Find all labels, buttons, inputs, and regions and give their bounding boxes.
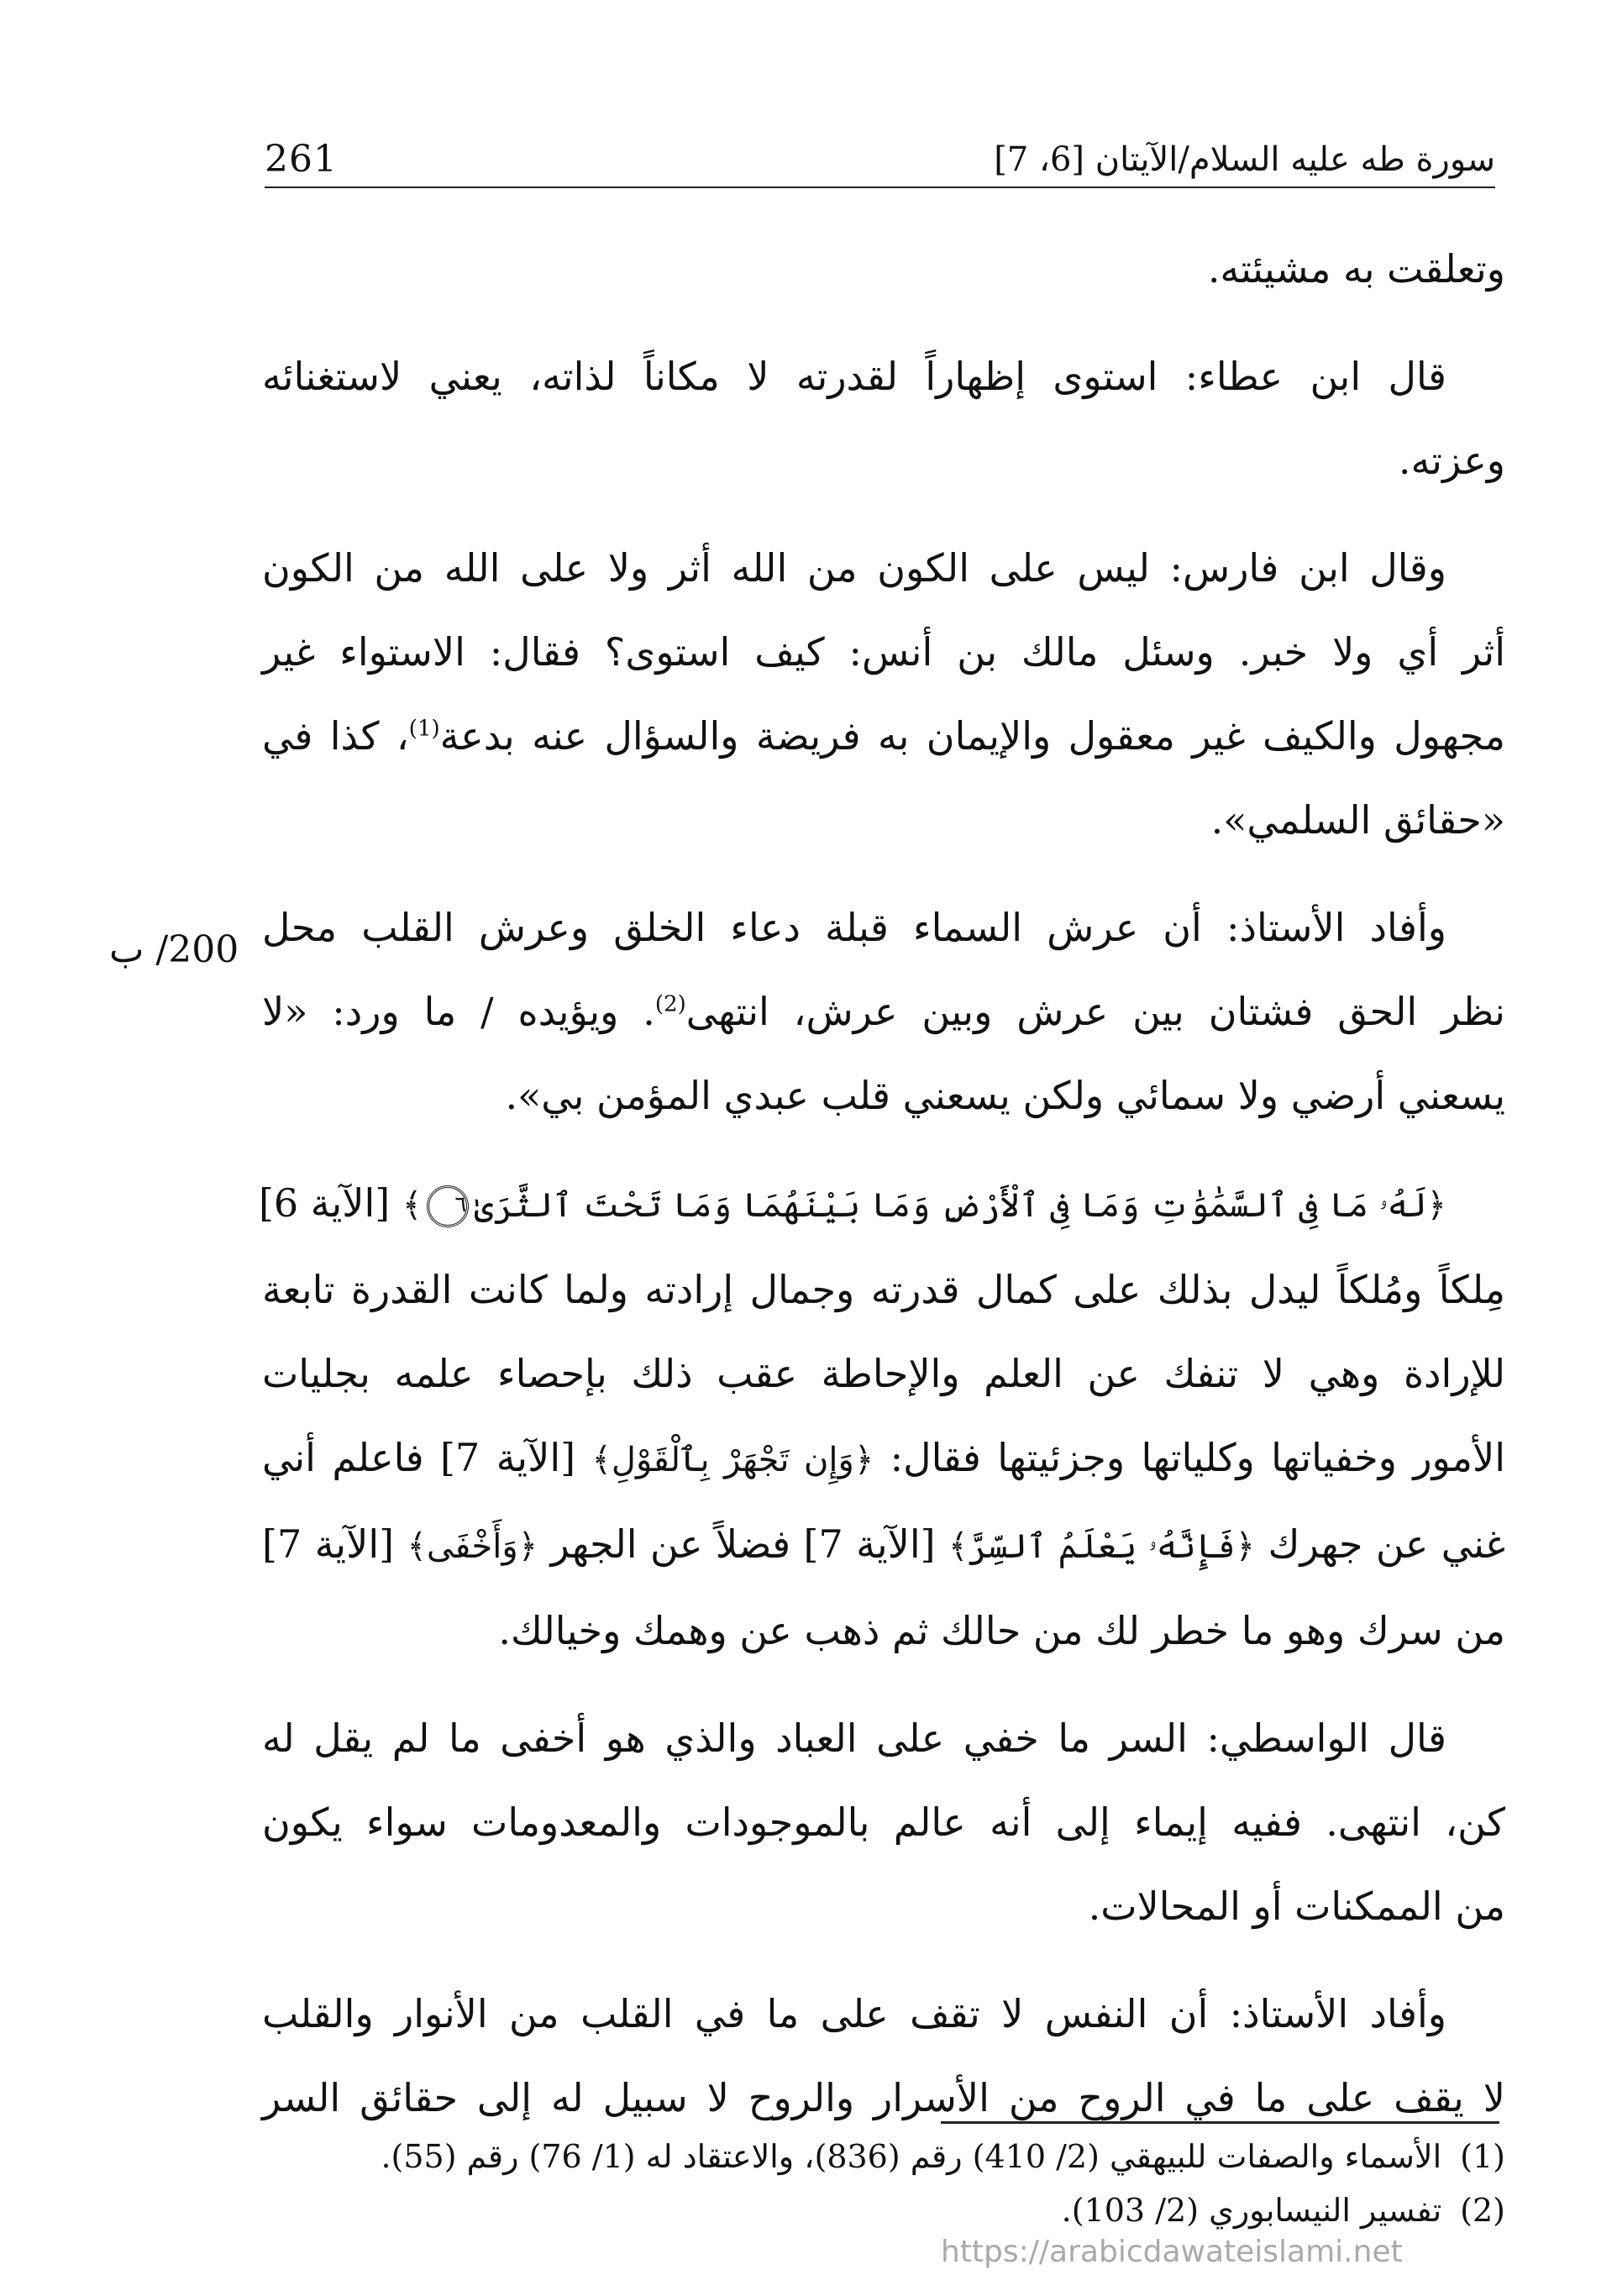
footnote-number: (2) — [1460, 2192, 1505, 2229]
quran-verse: ﴿فَإِنَّهُۥ يَعْلَمُ ٱلسِّرَّ﴾ — [948, 1527, 1256, 1566]
header-rule — [265, 187, 1495, 188]
text-line — [262, 1502, 1505, 1589]
text-line: كن، انتهى. ففيه إيماء إلى أنه عالم بالموجودات والمعدومات سواء يكون — [262, 1799, 1505, 1845]
text-line: أثر أي ولا خبر. وسئل مالك بن أنس: كيف استوى؟ فقال: الاستواء غير — [262, 629, 1505, 675]
text-line: من سرك وهو ما خطر لك من حالك ثم ذهب عن وهمك وخيالك. — [498, 1608, 1505, 1653]
page-number: 261 — [265, 138, 338, 181]
watermark-url: https://arabicdawateislami.net — [941, 2235, 1403, 2269]
paragraph — [262, 334, 1505, 502]
main-text — [258, 227, 1506, 2163]
text-segment: . ويؤيده / ما ورد: «لا — [262, 989, 655, 1034]
footnote-text: الأسماء والصفات للبيهقي (2/ 410) رقم (836)، والاعتقاد له (1/ 76) رقم (55). — [381, 2138, 1442, 2175]
text-line: وأفاد الأستاذ: أن النفس لا تقف على ما في القلب من الأنوار والقلب — [262, 1991, 1446, 2036]
text-line: للإرادة وهي لا تنفك عن العلم والإحاطة عقب ذلك بإحصاء علمه بجليات — [262, 1351, 1505, 1396]
text-line: وأفاد الأستاذ: أن عرش السماء قبلة دعاء الخلق وعرش القلب محل — [262, 905, 1446, 950]
verse-reference: [الآية 6] — [258, 1180, 391, 1226]
manuscript-folio-note: 200/ ب — [109, 928, 239, 971]
text-line: وتعلقت به مشيئته. — [1207, 246, 1505, 292]
text-segment: [الآية 7] — [262, 1521, 395, 1567]
footnote-marker[interactable]: (1) — [408, 716, 440, 742]
paragraph — [262, 227, 1505, 311]
text-line — [262, 1416, 1505, 1502]
footnote — [262, 2130, 1505, 2183]
text-line: قال الواسطي: السر ما خفي على العباد والذي هو أخفى ما لم يقل له — [262, 1715, 1446, 1761]
paragraph — [262, 526, 1505, 862]
text-line: لا يقف على ما في الروح من الأسرار والروح لا سبيل له إلى حقائق السر — [262, 2075, 1505, 2120]
paragraph — [262, 1696, 1505, 1948]
text-line: من الممكنات أو المحالات. — [1088, 1884, 1505, 1929]
quran-bracket: ﴾ — [402, 1186, 423, 1225]
text-line: وعزته. — [1398, 438, 1505, 483]
text-line — [258, 1161, 1505, 1248]
text-segment: غني عن جهرك — [1268, 1521, 1506, 1567]
paragraph — [258, 1161, 1506, 1673]
footnote-number: (1) — [1460, 2138, 1505, 2175]
footnote — [262, 2183, 1505, 2237]
paragraph — [262, 1972, 1505, 2140]
page-header — [265, 134, 1495, 188]
ayah-number-icon: ٦ — [427, 1185, 469, 1227]
text-segment: مجهول والكيف غير معقول والإيمان به فريضة والسؤال عنه بدعة — [439, 713, 1505, 759]
text-line: يسعني أرضي ولا سمائي ولكن يسعني قلب عبدي المؤمن بي». — [505, 1073, 1505, 1118]
text-segment: ، كذا في — [262, 713, 409, 759]
text-line: «حقائق السلمي». — [1210, 797, 1505, 843]
text-line — [262, 694, 1505, 778]
quran-verse: ﴿وَإِن تَجْهَرْ بِٱلْقَوْلِ﴾ — [591, 1441, 874, 1479]
text-line: وقال ابن فارس: ليس على الكون من الله أثر ولا على الله من الكون — [262, 545, 1446, 591]
footnote-text: تفسير النيسابوري (2/ 103). — [1061, 2192, 1442, 2229]
running-title: سورة طه عليه السلام/الآيتان [6، 7] — [994, 140, 1495, 179]
text-line — [262, 969, 1505, 1053]
text-line: قال ابن عطاء: استوى إظهاراً لقدرته لا مكاناً لذاته، يعني لاستغنائه — [262, 354, 1446, 399]
paragraph — [262, 885, 1505, 1137]
text-segment: [الآية 7] فاعلم أني — [262, 1435, 576, 1480]
text-segment: [الآية 7] فضلاً عن الجهر — [550, 1521, 936, 1567]
footnote-marker[interactable]: (2) — [654, 991, 686, 1017]
quran-verse: ﴿لَهُۥ مَا فِى ٱلسَّمَٰوَٰتِ وَمَا فِى ٱلْأَرْضِ وَمَا بَيْنَهُمَا وَمَا تَحْتَ ٱلثَّرَىٰ — [474, 1186, 1446, 1225]
quran-verse: ﴿وَأَخْفَى﴾ — [407, 1527, 538, 1566]
text-segment: نظر الحق فشتان بين عرش وبين عرش، انتهى — [685, 989, 1505, 1034]
footnote-separator — [941, 2121, 1499, 2124]
text-segment: الأمور وخفياتها وكلياتها وجزئيتها فقال: — [890, 1435, 1505, 1480]
footnotes — [262, 2130, 1505, 2237]
text-line: مِلكاً ومُلكاً ليدل بذلك على كمال قدرته وجمال إرادته ولما كانت القدرة تابعة — [262, 1267, 1505, 1312]
